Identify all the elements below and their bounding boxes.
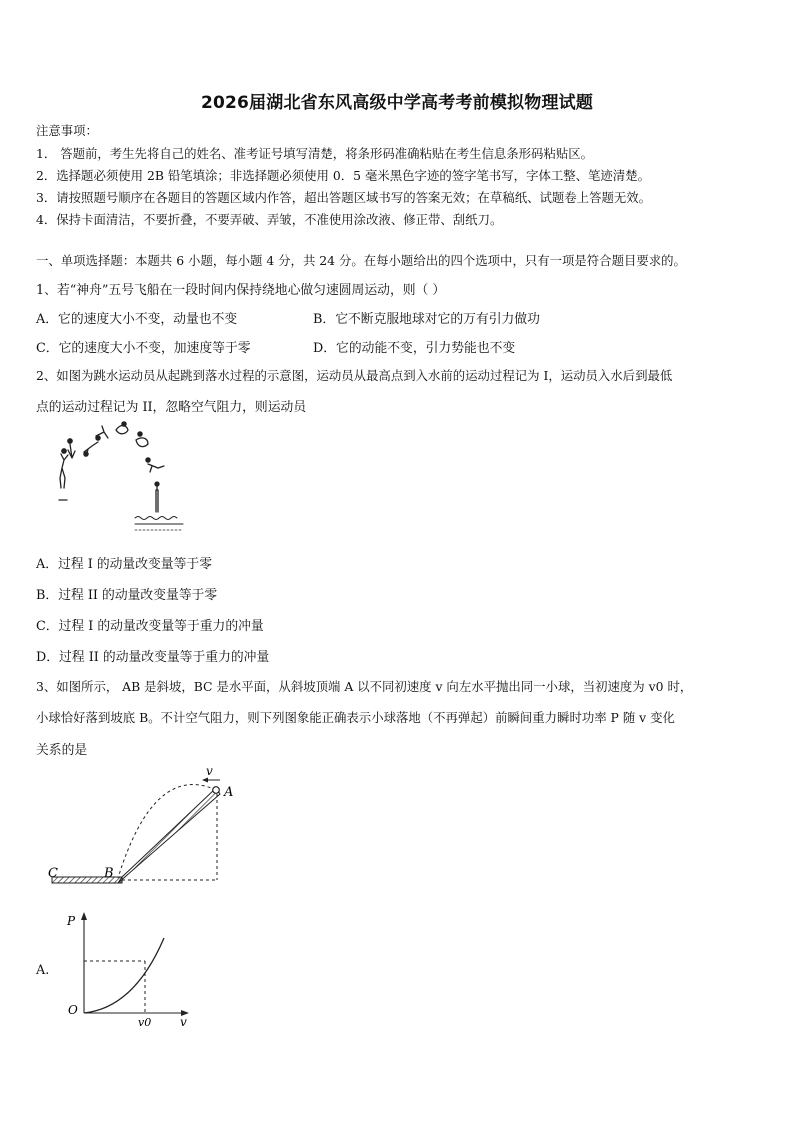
q3-option-a-graph	[64, 910, 204, 1030]
section-heading: 一、单项选择题：本题共 6 小题，每小题 4 分，共 24 分。在每小题给出的四个选项中，只有一项是符合题目要求的。	[36, 253, 686, 268]
notice-item-3: 3．请按照题号顺序在各题目的答题区域内作答，超出答题区域书写的答案无效；在草稿纸、试题卷上答题无效。	[36, 190, 652, 205]
fig-label-a: A	[224, 785, 234, 800]
q2-option-b: B．过程 II 的动量改变量等于零	[36, 588, 218, 603]
q1-option-a: A．它的速度大小不变，动量也不变	[36, 312, 238, 327]
q2-stem-line2: 点的运动过程记为 II，忽略空气阻力，则运动员	[36, 400, 307, 415]
q2-option-d: D．过程 II 的动量改变量等于重力的冲量	[36, 650, 270, 665]
graph-origin-label: O	[68, 1003, 78, 1017]
q3-stem-line2: 小球恰好落到坡底 B。不计空气阻力，则下列图象能正确表示小球落地（不再弹起）前瞬间重力瞬时功率 P 随 v 变化	[36, 710, 675, 725]
notice-heading: 注意事项：	[36, 123, 98, 138]
diver-figure	[40, 420, 190, 538]
q1-option-b: B．它不断克服地球对它的万有引力做功	[313, 312, 540, 327]
q3-option-a-label: A.	[36, 963, 50, 978]
q1-stem: 1、若“神舟”五号飞船在一段时间内保持绕地心做匀速圆周运动，则（ ）	[36, 283, 446, 298]
q1-option-d: D．它的动能不变，引力势能也不变	[313, 341, 516, 356]
q2-option-a: A．过程 I 的动量改变量等于零	[36, 557, 212, 572]
q1-option-c: C．它的速度大小不变，加速度等于零	[36, 341, 251, 356]
notice-item-2: 2．选择题必须使用 2B 铅笔填涂；非选择题必须使用 0．5 毫米黑色字迹的签字笔书写，字体工整、笔迹清楚。	[36, 168, 650, 183]
notice-item-1: 1． 答题前，考生先将自己的姓名、准考证号填写清楚，将条形码准确粘贴在考生信息条形码粘贴区。	[36, 146, 594, 161]
fig-label-v: v	[206, 764, 213, 778]
q3-stem-line1: 3、如图所示， AB 是斜坡，BC 是水平面，从斜坡顶端 A 以不同初速度 v 向左水平抛出同一小球，当初速度为 v0 时，	[36, 679, 693, 694]
page-title: 2026届湖北省东风高级中学高考考前模拟物理试题	[200, 93, 594, 113]
notice-item-4: 4．保持卡面清洁，不要折叠，不要弄破、弄皱，不准使用涂改液、修正带、刮纸刀。	[36, 212, 503, 227]
q2-stem-line1: 2、如图为跳水运动员从起跳到落水过程的示意图，运动员从最高点到入水前的运动过程记为 I，运动员入水后到最低	[36, 368, 673, 383]
graph-y-label: P	[67, 914, 76, 928]
graph-x-label: v	[180, 1015, 187, 1029]
slope-figure	[44, 766, 244, 891]
q2-option-c: C．过程 I 的动量改变量等于重力的冲量	[36, 619, 264, 634]
graph-tick-v0: v0	[138, 1016, 152, 1029]
fig-label-c: C	[48, 866, 58, 881]
fig-label-b: B	[104, 866, 114, 881]
q3-stem-line3: 关系的是	[36, 743, 88, 758]
